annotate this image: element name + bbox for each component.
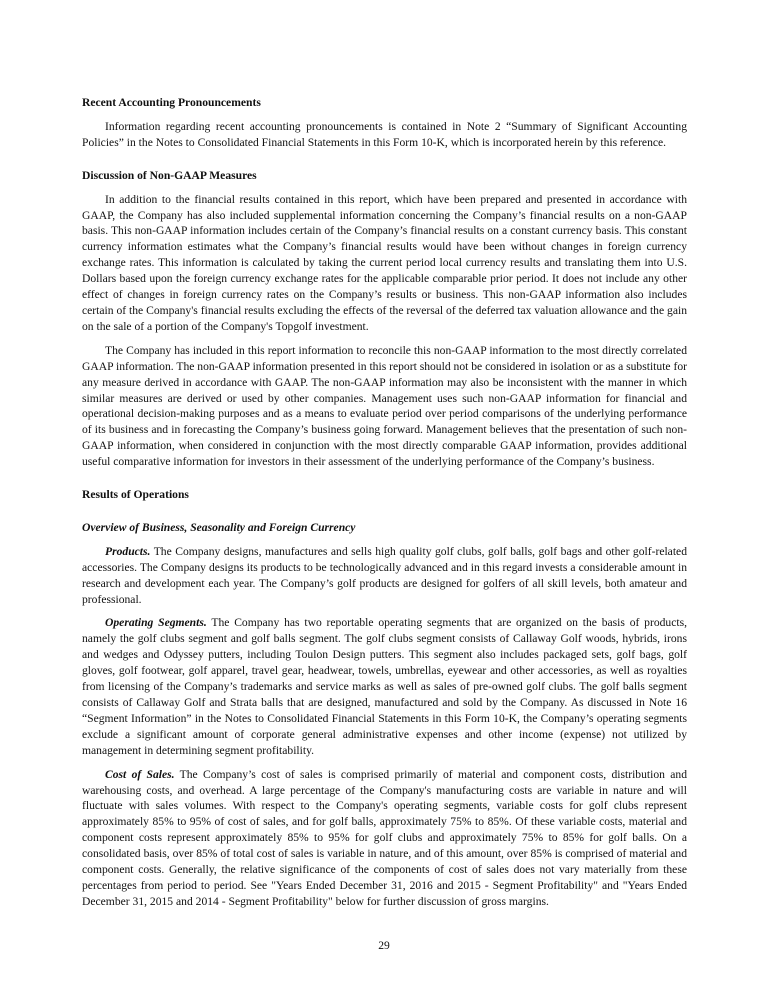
section-heading: Discussion of Non-GAAP Measures: [82, 168, 257, 182]
section-heading: Recent Accounting Pronouncements: [82, 96, 261, 109]
run-in-heading: Cost of Sales.: [105, 767, 175, 781]
section-heading: Results of Operations: [82, 488, 189, 502]
run-in-heading: Operating Segments.: [105, 616, 207, 630]
paragraph: In addition to the financial results contained in this report, which have been prepared and presented in accordance with GAAP, the Company has also included supplemental information concerning the Company’s financial results on a non-GAAP basis. This non-GAAP information includes certain of the Company’s financial results on a constant currency basis. This constant currency information estimates what the Company’s financial results would have been without changes in foreign currency exchange rates. This information is calculated by taking the current period local currency results and translating them into U.S. Dollars based upon the foreign currency exchange rates for the applicable comparable prior period. It does not include any other effect of changes in foreign currency rates on the Company’s results or business. This non-GAAP information also includes certain of the Company's financial results excluding the effects of the reversal of the deferred tax valuation allowance and the gain on the sale of a portion of the Company's Topgolf investment.: [82, 192, 687, 333]
document-page: [82, 0, 687, 910]
paragraph-text: The Company has two reportable operating segments that are organized on the basis of products, namely the golf clubs segment and golf balls segment. The golf clubs segment consists of Callaway Golf woods, hybrids, irons and wedges and Odyssey putters, including Toulon Design putters. This segment also includes packaged sets, golf bags, golf gloves, golf footwear, golf apparel, travel gear, headwear, towels, umbrellas, eyewear and other accessories, as well as royalties from licensing of the Company’s trademarks and service marks as well as sales of pre-owned golf clubs. The golf balls segment consists of Callaway Golf and Strata balls that are designed, manufactured and sold by the Company. As discussed in Note 16 “Segment Information” in the Notes to Consolidated Financial Statements in this Form 10-K, the Company’s operating segments exclude a significant amount of corporate general administrative expenses and other income (expense) not utilized by management in determining segment profitability.: [82, 616, 688, 757]
paragraph: Information regarding recent accounting pronouncements is contained in Note 2 “Summary of Significant Accounting Policies” in the Notes to Consolidated Financial Statements in this Form 10-K, which is incorporated herein by this reference.: [82, 119, 687, 149]
paragraph-cost-of-sales: [82, 767, 687, 910]
page-number: 29: [378, 938, 390, 952]
subsection-heading: Overview of Business, Seasonality and Foreign Currency: [82, 520, 356, 534]
paragraph-products: [82, 544, 687, 608]
paragraph-text: The Company’s cost of sales is comprised primarily of material and component costs, distribution and warehousing costs, and overhead. A large percentage of the Company's manufacturing costs are variable in nature and will fluctuate with sales volumes. With respect to the Company's operating segments, variable costs for golf clubs represent approximately 85% to 95% of cost of sales, and for golf balls, approximately 75% to 85%. Of these variable costs, material and component costs represent approximately 85% to 95% for golf clubs and approximately 75% to 85% for golf balls. On a consolidated basis, over 85% of total cost of sales is variable in nature, and of this amount, over 85% is comprised of material and component costs. Generally, the relative significance of the components of cost of sales does not vary materially from these percentages from period to period. See "Years Ended December 31, 2016 and 2015 - Segment Profitability" and "Years Ended December 31, 2015 and 2014 - Segment Profitability" below for further discussion of gross margins.: [82, 767, 687, 908]
paragraph-text: The Company designs, manufactures and sells high quality golf clubs, golf balls, golf bags and other golf-related accessories. The Company designs its products to be technologically advanced and in this regard invests a considerable amount in research and development each year. The Company’s golf products are designed for golfers of all skill levels, both amateur and professional.: [82, 544, 687, 606]
paragraph: The Company has included in this report information to reconcile this non-GAAP information to the most directly correlated GAAP information. The non-GAAP information presented in this report should not be considered in isolation or as a substitute for any measure derived in accordance with GAAP. The non-GAAP information may also be inconsistent with the manner in which similar measures are derived or used by other companies. Management uses such non-GAAP information for financial and operational decision-making purposes and as a means to evaluate period over period comparisons of the underlying performance of its business and in forecasting the Company’s business going forward. Management believes that the presentation of such non-GAAP information, when considered in conjunction with the most directly comparable GAAP information, provides additional useful comparative information for investors in their assessment of the underlying performance of the Company’s business.: [82, 343, 687, 469]
run-in-heading: Products.: [105, 544, 151, 558]
paragraph-operating-segments: [82, 615, 687, 758]
